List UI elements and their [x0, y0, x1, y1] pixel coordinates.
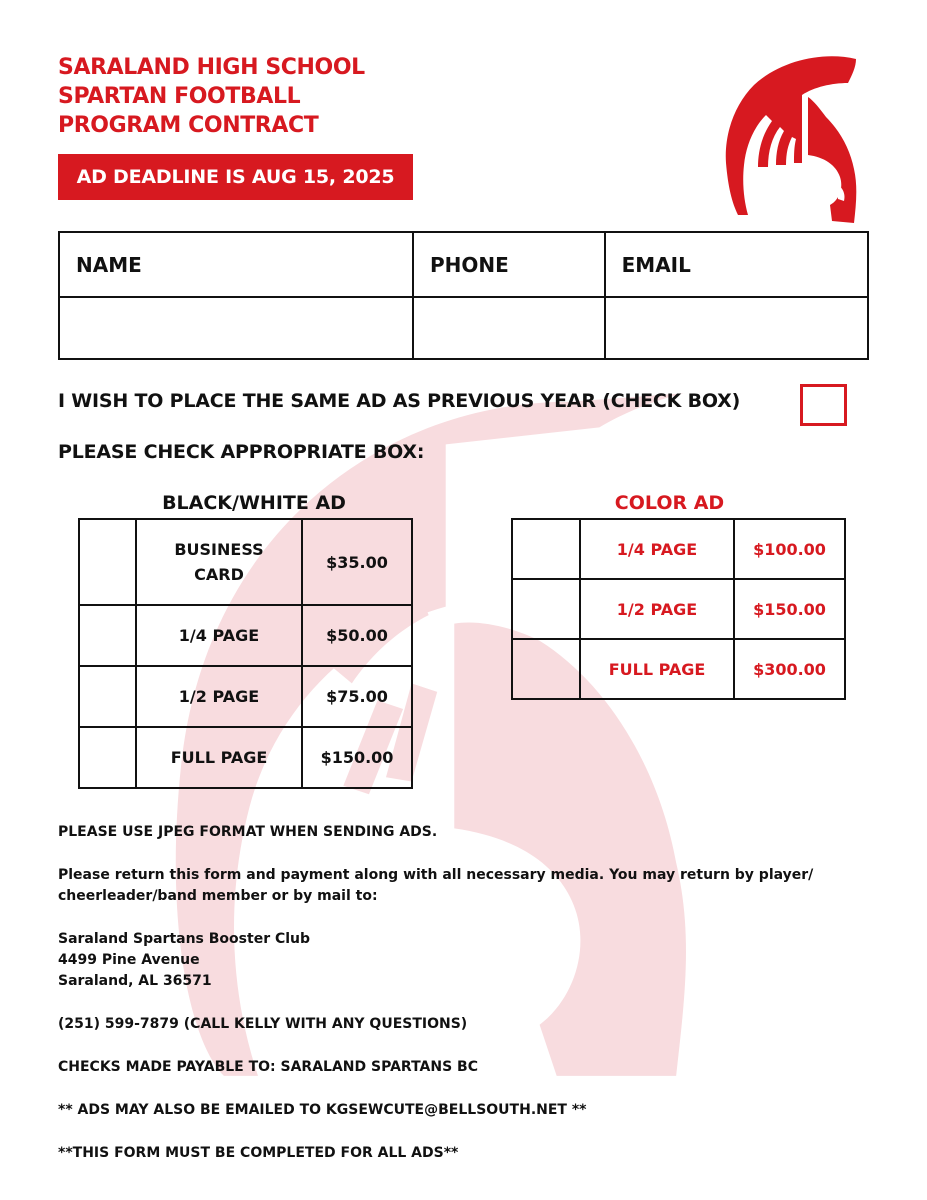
spartan-helmet-logo-icon	[724, 55, 874, 223]
return-note: Please return this form and payment along with all necessary media. You may return by player/ cheerleader/band member or by mail to:	[58, 867, 814, 904]
address-line-3: Saraland, AL 36571	[58, 973, 212, 989]
name-header: NAME	[59, 232, 413, 297]
color-ad-title: COLOR AD	[614, 492, 725, 514]
bw-business-card-checkbox[interactable]	[79, 519, 136, 605]
title-line-school: SARALAND HIGH SCHOOL	[58, 55, 365, 80]
black-white-ad-title: BLACK/WHITE AD	[162, 492, 346, 514]
email-field[interactable]	[605, 297, 868, 359]
color-half-page-checkbox[interactable]	[512, 579, 580, 639]
bw-full-page-checkbox[interactable]	[79, 727, 136, 788]
title-line-contract: PROGRAM CONTRACT	[58, 113, 319, 138]
bw-price: $35.00	[302, 519, 412, 605]
color-price: $100.00	[734, 519, 845, 579]
bw-size-label: FULL PAGE	[136, 727, 302, 788]
phone-header: PHONE	[413, 232, 605, 297]
name-field[interactable]	[59, 297, 413, 359]
deadline-banner: AD DEADLINE IS AUG 15, 2025	[58, 154, 413, 200]
jpeg-note: PLEASE USE JPEG FORMAT WHEN SENDING ADS.	[58, 824, 438, 840]
contact-table	[58, 231, 869, 360]
bw-price: $75.00	[302, 666, 412, 727]
email-header: EMAIL	[605, 232, 868, 297]
form-title	[58, 53, 365, 140]
table-row	[79, 666, 412, 727]
color-size-label: FULL PAGE	[580, 639, 734, 699]
bw-size-label: 1/2 PAGE	[136, 666, 302, 727]
black-white-price-table	[78, 518, 413, 789]
color-size-label: 1/4 PAGE	[580, 519, 734, 579]
color-size-label: 1/2 PAGE	[580, 579, 734, 639]
same-ad-label: I WISH TO PLACE THE SAME AD AS PREVIOUS YEAR (CHECK BOX)	[58, 390, 741, 412]
color-quarter-page-checkbox[interactable]	[512, 519, 580, 579]
table-row	[512, 519, 845, 579]
bw-size-label: 1/4 PAGE	[136, 605, 302, 666]
title-line-program: SPARTAN FOOTBALL	[58, 84, 301, 109]
bw-size-label: BUSINESS CARD	[136, 519, 302, 605]
email-note: ** ADS MAY ALSO BE EMAILED TO KGSEWCUTE@BELLSOUTH.NET **	[58, 1102, 587, 1118]
color-full-page-checkbox[interactable]	[512, 639, 580, 699]
phone-field[interactable]	[413, 297, 605, 359]
table-row	[79, 605, 412, 666]
instructions	[58, 822, 858, 1164]
table-row	[79, 519, 412, 605]
address-line-2: 4499 Pine Avenue	[58, 952, 200, 968]
checks-note: CHECKS MADE PAYABLE TO: SARALAND SPARTANS BC	[58, 1059, 478, 1075]
table-row	[512, 639, 845, 699]
table-row	[512, 579, 845, 639]
bw-price: $50.00	[302, 605, 412, 666]
table-row	[79, 727, 412, 788]
bw-half-page-checkbox[interactable]	[79, 666, 136, 727]
color-price: $150.00	[734, 579, 845, 639]
bw-price: $150.00	[302, 727, 412, 788]
same-ad-checkbox[interactable]	[800, 384, 847, 426]
address-line-1: Saraland Spartans Booster Club	[58, 931, 311, 947]
color-price-table	[511, 518, 846, 700]
bw-quarter-page-checkbox[interactable]	[79, 605, 136, 666]
required-note: **THIS FORM MUST BE COMPLETED FOR ALL ADS**	[58, 1145, 459, 1161]
please-check-label: PLEASE CHECK APPROPRIATE BOX:	[58, 441, 425, 463]
phone-note: (251) 599-7879 (CALL KELLY WITH ANY QUESTIONS)	[58, 1016, 468, 1032]
color-price: $300.00	[734, 639, 845, 699]
